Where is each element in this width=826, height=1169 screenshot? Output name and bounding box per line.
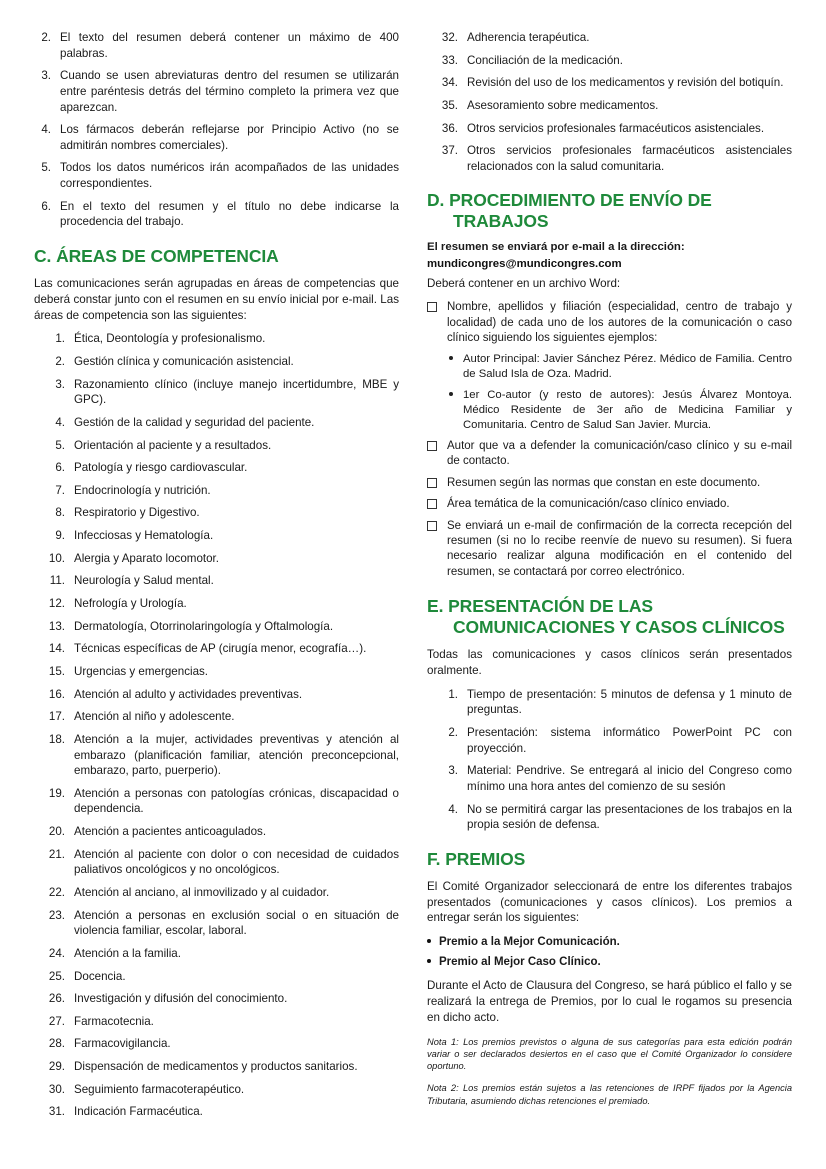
item-text: Farmacovigilancia. bbox=[74, 1037, 171, 1051]
item-number: 22. bbox=[48, 886, 65, 899]
item-text: Todos los datos numéricos irán acompañados de las unidades correspondientes. bbox=[60, 161, 399, 191]
item-text: Investigación y difusión del conocimiento. bbox=[74, 992, 288, 1006]
right-column bbox=[427, 30, 792, 1145]
section-f-heading bbox=[427, 849, 792, 870]
bullet-icon bbox=[427, 954, 439, 970]
list-item bbox=[34, 991, 399, 1007]
item-number: 3. bbox=[448, 764, 458, 778]
item-text: Dermatología, Otorrinolaringología y Oftalmología. bbox=[74, 619, 334, 633]
two-column-layout bbox=[34, 30, 792, 1145]
item-text: Área temática de la comunicación/caso clínico enviado. bbox=[447, 498, 730, 511]
list-item bbox=[449, 388, 792, 433]
item-number: 7. bbox=[55, 483, 65, 497]
item-text: Los fármacos deberán reflejarse por Principio Activo (no se admitirán nombres comerciales). bbox=[60, 123, 399, 152]
item-number: 9. bbox=[55, 529, 65, 543]
section-d-letter: D. bbox=[427, 190, 445, 211]
item-text: Seguimiento farmacoterapéutico. bbox=[74, 1082, 245, 1096]
item-number: 21. bbox=[48, 847, 65, 861]
item-text: Asesoramiento sobre medicamentos. bbox=[467, 98, 659, 112]
item-text: Otros servicios profesionales farmacéuticos asistenciales relacionados con la salud comunitaria. bbox=[467, 144, 792, 173]
item-text: Presentación: sistema informático PowerPoint PC con proyección. bbox=[467, 726, 792, 755]
list-item bbox=[427, 725, 792, 756]
item-number: 10. bbox=[48, 551, 65, 565]
item-number: 1. bbox=[55, 332, 65, 346]
competence-areas-list bbox=[34, 331, 399, 1120]
item-text: No se permitirá cargar las presentaciones de los trabajos en la propia sesión de defensa. bbox=[467, 802, 792, 832]
list-item bbox=[34, 460, 399, 476]
item-text: Patología y riesgo cardiovascular. bbox=[74, 461, 248, 475]
checkbox-icon[interactable] bbox=[427, 519, 447, 581]
list-item bbox=[34, 908, 399, 939]
list-item bbox=[427, 121, 792, 137]
item-number: 2. bbox=[448, 726, 458, 740]
list-item bbox=[34, 847, 399, 878]
list-item bbox=[34, 885, 399, 901]
section-d-subtitle: El resumen se enviará por e-mail a la dirección: bbox=[427, 241, 685, 254]
item-text: Gestión de la calidad y seguridad del paciente. bbox=[74, 415, 315, 429]
list-item bbox=[427, 497, 792, 512]
list-item bbox=[34, 1082, 399, 1098]
list-item bbox=[427, 143, 792, 174]
item-number: 31. bbox=[48, 1105, 65, 1119]
prizes-list bbox=[427, 934, 792, 970]
item-number: 11. bbox=[49, 574, 65, 588]
list-item bbox=[34, 354, 399, 370]
list-item bbox=[427, 98, 792, 114]
list-item bbox=[427, 476, 792, 491]
list-item bbox=[34, 1014, 399, 1030]
section-d-heading bbox=[427, 190, 792, 232]
item-text: Farmacotecnia. bbox=[74, 1014, 154, 1028]
section-f-closing: Durante el Acto de Clausura del Congreso, se hará público el fallo y se realizará la entrega de Premios, por lo cual le rogamos su presencia en dicho acto. bbox=[427, 979, 792, 1024]
list-item bbox=[427, 439, 792, 470]
note-1: Nota 1: Los premios previstos o alguna de sus categorías para esta edición podrán variar o ser declarados desiertos en el caso que el Comité Organizador lo considere oportuno. bbox=[427, 1036, 792, 1072]
section-d-lead: Deberá contener en un archivo Word: bbox=[427, 277, 621, 291]
item-number: 30. bbox=[48, 1082, 65, 1096]
item-number: 26. bbox=[48, 992, 65, 1006]
item-text: Alergia y Aparato locomotor. bbox=[74, 551, 220, 565]
checkbox-icon[interactable] bbox=[427, 439, 447, 470]
list-item bbox=[34, 377, 399, 408]
list-item bbox=[34, 331, 399, 347]
section-e-intro: Todas las comunicaciones y casos clínicos serán presentados oralmente. bbox=[427, 648, 792, 678]
submission-rules-list bbox=[34, 30, 399, 230]
item-text: Tiempo de presentación: 5 minutos de defensa y 1 minuto de preguntas. bbox=[467, 687, 792, 717]
bullet-icon bbox=[427, 934, 439, 950]
list-item bbox=[34, 969, 399, 985]
item-text: Docencia. bbox=[74, 969, 126, 983]
item-number: 28. bbox=[48, 1037, 65, 1051]
competence-areas-continued-list bbox=[427, 30, 792, 174]
item-number: 19. bbox=[48, 786, 65, 800]
item-text: El texto del resumen deberá contener un máximo de 400 palabras. bbox=[60, 31, 399, 60]
list-item bbox=[34, 641, 399, 657]
item-number: 12. bbox=[48, 597, 65, 611]
section-e-heading bbox=[427, 596, 792, 638]
item-number: 24. bbox=[48, 946, 65, 960]
section-c-heading bbox=[34, 246, 399, 267]
list-item bbox=[34, 664, 399, 680]
item-text: Infecciosas y Hematología. bbox=[74, 529, 214, 543]
bullet-icon bbox=[449, 352, 463, 382]
item-text: Gestión clínica y comunicación asistencial. bbox=[74, 354, 294, 368]
bullet-icon bbox=[449, 388, 463, 433]
list-item bbox=[34, 68, 399, 115]
item-text: Cuando se usen abreviaturas dentro del resumen se utilizarán entre paréntesis detrás del término completo la primera vez que aparezcan. bbox=[60, 69, 399, 114]
list-item bbox=[34, 199, 399, 230]
item-text: Se enviará un e-mail de confirmación de la correcta recepción del resumen (si no lo recibe reenvíe de nuevo su resumen). Si fuera necesario realizar alguna modificación en el contenido del resumen, se contactará por correo electrónico. bbox=[447, 519, 792, 578]
item-number: 8. bbox=[55, 506, 65, 520]
item-number: 15. bbox=[48, 664, 65, 678]
section-c-letter: C. bbox=[34, 246, 52, 267]
item-number: 35. bbox=[441, 98, 458, 112]
item-number: 13. bbox=[48, 619, 65, 633]
item-number: 37. bbox=[441, 144, 458, 158]
item-number: 23. bbox=[48, 908, 65, 922]
item-text: Premio al Mejor Caso Clínico. bbox=[439, 956, 601, 969]
item-text: Orientación al paciente y a resultados. bbox=[74, 438, 272, 452]
checkbox-icon[interactable] bbox=[427, 476, 447, 491]
list-item bbox=[34, 619, 399, 635]
list-item bbox=[34, 946, 399, 962]
item-text: Endocrinología y nutrición. bbox=[74, 483, 211, 497]
item-number: 4. bbox=[41, 123, 51, 137]
item-number: 34. bbox=[441, 76, 458, 90]
list-item bbox=[34, 30, 399, 61]
item-text: Razonamiento clínico (incluye manejo incertidumbre, MBE y GPC). bbox=[74, 377, 399, 407]
item-number: 27. bbox=[48, 1014, 65, 1028]
list-item bbox=[34, 551, 399, 567]
item-number: 5. bbox=[55, 438, 65, 452]
item-number: 6. bbox=[55, 461, 65, 475]
item-number: 2. bbox=[55, 354, 65, 368]
list-item bbox=[34, 732, 399, 779]
list-item bbox=[34, 824, 399, 840]
presentation-items-list bbox=[427, 687, 792, 833]
list-item bbox=[427, 30, 792, 46]
list-item bbox=[34, 415, 399, 431]
item-number: 18. bbox=[48, 732, 65, 746]
item-text: Atención al anciano, al inmovilizado y al cuidador. bbox=[74, 886, 330, 899]
list-item bbox=[34, 596, 399, 612]
checkbox-icon[interactable] bbox=[427, 300, 447, 346]
section-e-title-line1: PRESENTACIÓN DE LAS COMUNICACIONES bbox=[448, 596, 653, 638]
list-item bbox=[34, 438, 399, 454]
item-text: Material: Pendrive. Se entregará al inicio del Congreso como mínimo una hora antes del comienzo de su sesión bbox=[467, 764, 792, 793]
section-e-title-line2: Y CASOS CLÍNICOS bbox=[619, 617, 785, 638]
list-item bbox=[34, 709, 399, 725]
list-item bbox=[34, 687, 399, 703]
item-text: Conciliación de la medicación. bbox=[467, 53, 623, 67]
item-number: 17. bbox=[48, 710, 65, 724]
author-examples-list bbox=[427, 352, 792, 433]
item-text: Autor Principal: Javier Sánchez Pérez. Médico de Familia. Centro de Salud Isla de Oza. Madrid. bbox=[463, 353, 792, 381]
item-text: Atención a la mujer, actividades preventivas y atención al embarazo (planificación familiar, atención preconcepcional, embarazo, parto, puerperio). bbox=[74, 732, 399, 778]
submission-checklist-continued bbox=[427, 439, 792, 580]
item-text: Atención a pacientes anticoagulados. bbox=[74, 825, 267, 839]
item-number: 33. bbox=[441, 53, 458, 67]
item-text: Atención al adulto y actividades preventivas. bbox=[74, 687, 303, 701]
list-item bbox=[427, 53, 792, 69]
list-item bbox=[34, 122, 399, 153]
item-text: Respiratorio y Digestivo. bbox=[74, 506, 200, 520]
item-number: 1. bbox=[448, 687, 458, 701]
item-number: 5. bbox=[41, 161, 51, 175]
list-item bbox=[427, 75, 792, 91]
item-text: Indicación Farmacéutica. bbox=[74, 1105, 203, 1119]
list-item bbox=[34, 483, 399, 499]
left-column bbox=[34, 30, 399, 1145]
item-number: 3. bbox=[41, 69, 51, 83]
submission-checklist bbox=[427, 300, 792, 346]
list-item bbox=[34, 528, 399, 544]
item-text: Otros servicios profesionales farmacéuticos asistenciales. bbox=[467, 121, 765, 135]
item-number: 3. bbox=[55, 377, 65, 391]
list-item bbox=[34, 1059, 399, 1075]
item-text: Resumen según las normas que constan en este documento. bbox=[447, 476, 761, 489]
item-text: Nefrología y Urología. bbox=[74, 597, 187, 611]
item-number: 2. bbox=[41, 31, 51, 44]
item-text: Atención a personas en exclusión social o en situación de violencia familiar, escolar, laboral. bbox=[74, 908, 399, 938]
item-text: En el texto del resumen y el título no debe indicarse la procedencia del trabajo. bbox=[60, 199, 399, 229]
item-text: Dispensación de medicamentos y productos sanitarios. bbox=[74, 1060, 358, 1074]
item-text: Atención al niño y adolescente. bbox=[74, 710, 235, 724]
section-c-intro: Las comunicaciones serán agrupadas en áreas de competencias que deberá constar junto con el resumen en su envío inicial por e-mail. Las áreas de competencia son las siguientes: bbox=[34, 277, 399, 322]
checkbox-icon[interactable] bbox=[427, 497, 447, 512]
list-item bbox=[427, 519, 792, 581]
list-item bbox=[427, 300, 792, 346]
item-text: Premio a la Mejor Comunicación. bbox=[439, 936, 620, 949]
list-item bbox=[427, 802, 792, 833]
list-item bbox=[34, 786, 399, 817]
list-item bbox=[427, 687, 792, 718]
item-text: Atención al paciente con dolor o con necesidad de cuidados paliativos oncológicos y no oncológicos. bbox=[74, 847, 399, 877]
list-item bbox=[34, 160, 399, 191]
item-text: Autor que va a defender la comunicación/caso clínico y su e-mail de contacto. bbox=[447, 440, 792, 468]
item-number: 14. bbox=[48, 642, 65, 656]
item-number: 29. bbox=[48, 1060, 65, 1074]
item-text: Atención a la familia. bbox=[74, 946, 181, 960]
submission-email[interactable]: mundicongres@mundicongres.com bbox=[427, 258, 622, 271]
list-item bbox=[427, 934, 792, 950]
note-2: Nota 2: Los premios están sujetos a las retenciones de IRPF fijados por la Agencia Tributaria, asumiendo dichas retenciones el premiado. bbox=[427, 1083, 792, 1106]
list-item bbox=[34, 1104, 399, 1120]
section-c-title: ÁREAS DE COMPETENCIA bbox=[56, 246, 279, 267]
item-number: 32. bbox=[441, 31, 458, 44]
item-number: 16. bbox=[48, 687, 65, 701]
item-number: 4. bbox=[448, 802, 458, 816]
section-f-intro: El Comité Organizador seleccionará de entre los diferentes trabajos presentados (comunicaciones y casos clínicos). Los premios a entregar serán los siguientes: bbox=[427, 879, 792, 925]
item-number: 6. bbox=[41, 199, 51, 213]
item-number: 20. bbox=[48, 825, 65, 839]
item-number: 4. bbox=[55, 415, 65, 429]
list-item bbox=[449, 352, 792, 382]
section-e-letter: E. bbox=[427, 596, 444, 617]
item-text: Adherencia terapéutica. bbox=[467, 31, 590, 44]
item-number: 25. bbox=[48, 969, 65, 983]
item-text: Técnicas específicas de AP (cirugía menor, ecografía…). bbox=[74, 642, 367, 656]
item-text: 1er Co-autor (y resto de autores): Jesús Álvarez Montoya. Médico Residente de 3er año de Medicina Familiar y Comunitaria. Centro de Salud San Javier. Murcia. bbox=[463, 389, 792, 432]
list-item bbox=[34, 505, 399, 521]
section-d-title: PROCEDIMIENTO DE ENVÍO DE TRABAJOS bbox=[449, 190, 712, 232]
section-f-title: PREMIOS bbox=[445, 848, 526, 869]
item-text: Revisión del uso de los medicamentos y revisión del botiquín. bbox=[467, 76, 784, 90]
item-text: Urgencias y emergencias. bbox=[74, 664, 209, 678]
list-item bbox=[427, 763, 792, 794]
list-item bbox=[34, 1036, 399, 1052]
item-text: Neurología y Salud mental. bbox=[74, 574, 214, 588]
item-text: Ética, Deontología y profesionalismo. bbox=[74, 332, 266, 346]
section-f-letter: F. bbox=[427, 848, 441, 869]
list-item bbox=[34, 573, 399, 589]
item-number: 36. bbox=[441, 121, 458, 135]
item-text: Atención a personas con patologías crónicas, discapacidad o dependencia. bbox=[74, 786, 399, 816]
list-item bbox=[427, 954, 792, 970]
item-text: Nombre, apellidos y filiación (especialidad, centro de trabajo y localidad) de cada uno de los autores de la comunicación o caso clínico siguiendo los siguientes ejemplos: bbox=[447, 301, 792, 345]
